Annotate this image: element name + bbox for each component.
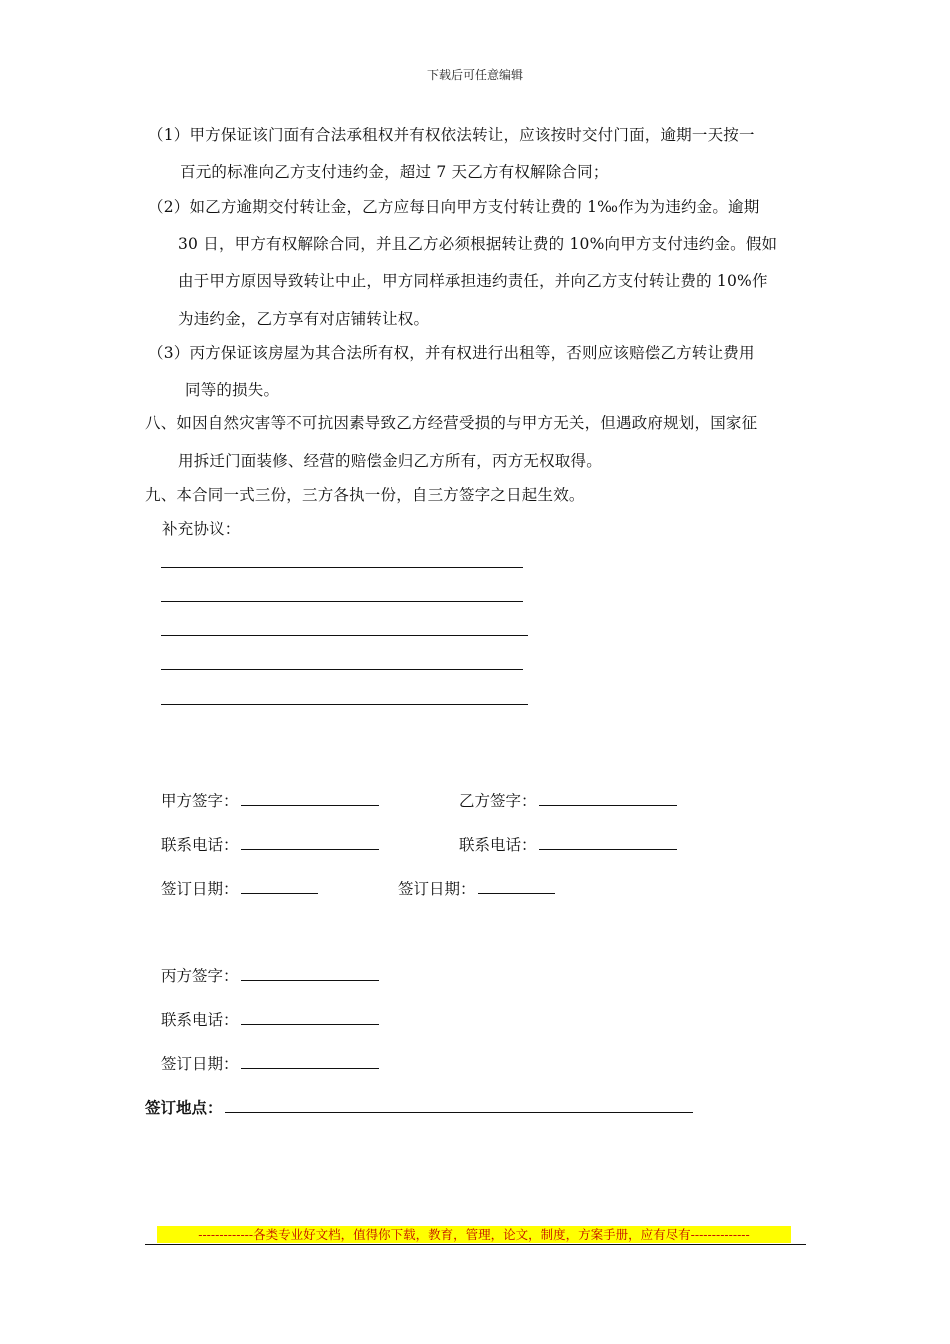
supplement-blank-line bbox=[161, 567, 523, 568]
clause-line: 八、如因自然灾害等不可抗因素导致乙方经营受损的与甲方无关，但遇政府规划，国家征 bbox=[145, 414, 758, 432]
footer-divider bbox=[145, 1244, 806, 1245]
clause-line: 同等的损失。 bbox=[185, 381, 280, 399]
footer-banner: -------------各类专业好文档，值得你下载，教育，管理，论文，制度，方案手册，应有尽有-------------- bbox=[157, 1226, 791, 1243]
party-a-sign-blank bbox=[241, 790, 379, 806]
party-c-phone-label: 联系电话： bbox=[161, 1011, 239, 1029]
party-c-phone bbox=[161, 1009, 379, 1030]
party-c-date-label: 签订日期： bbox=[161, 1055, 239, 1073]
clause-line: 用拆迁门面装修、经营的赔偿金归乙方所有，丙方无权取得。 bbox=[178, 452, 602, 470]
party-c-sign-label: 丙方签字： bbox=[161, 967, 239, 985]
party-a-date-blank bbox=[241, 878, 318, 894]
clause-line: （3）丙方保证该房屋为其合法所有权，并有权进行出租等，否则应该赔偿乙方转让费用 bbox=[148, 344, 755, 362]
supplement-blank-line bbox=[161, 669, 523, 670]
party-b-sign-label: 乙方签字： bbox=[459, 792, 537, 810]
party-a-date-label: 签订日期： bbox=[161, 880, 239, 898]
clause-line: （2）如乙方逾期交付转让金，乙方应每日向甲方支付转让费的 1‰作为为违约金。逾期 bbox=[148, 198, 760, 216]
party-b-phone-label: 联系电话： bbox=[459, 836, 537, 854]
supplement-blank-line bbox=[161, 635, 528, 636]
party-a-phone-blank bbox=[241, 834, 379, 850]
party-b-phone-blank bbox=[539, 834, 677, 850]
supplement-blank-line bbox=[161, 704, 528, 705]
party-a-date bbox=[161, 878, 318, 899]
supplementary-label: 补充协议： bbox=[162, 520, 241, 538]
signing-place-blank bbox=[225, 1096, 693, 1113]
clause-line: 30 日，甲方有权解除合同，并且乙方必须根据转让费的 10%向甲方支付违约金。假如 bbox=[178, 235, 778, 253]
party-c-date-blank bbox=[241, 1053, 379, 1069]
clause-line: 九、本合同一式三份，三方各执一份，自三方签字之日起生效。 bbox=[145, 486, 585, 504]
party-b-date-blank bbox=[478, 878, 555, 894]
clause-line: 百元的标准向乙方支付违约金，超过 7 天乙方有权解除合同； bbox=[180, 163, 609, 181]
party-c-sign-blank bbox=[241, 965, 379, 981]
party-a-signature bbox=[161, 790, 379, 811]
party-b-date bbox=[398, 878, 555, 899]
clause-line: 由于甲方原因导致转让中止，甲方同样承担违约责任，并向乙方支付转让费的 10%作 bbox=[178, 272, 768, 290]
supplement-blank-line bbox=[161, 601, 523, 602]
party-c-date bbox=[161, 1053, 379, 1074]
party-c-phone-blank bbox=[241, 1009, 379, 1025]
party-b-phone bbox=[459, 834, 677, 855]
party-a-sign-label: 甲方签字： bbox=[161, 792, 239, 810]
clause-line: 为违约金，乙方享有对店铺转让权。 bbox=[178, 310, 430, 328]
party-a-phone bbox=[161, 834, 379, 855]
party-a-phone-label: 联系电话： bbox=[161, 836, 239, 854]
party-b-date-label: 签订日期： bbox=[398, 880, 476, 898]
signing-place-label: 签订地点： bbox=[145, 1099, 223, 1117]
party-b-sign-blank bbox=[539, 790, 677, 806]
party-c-signature bbox=[161, 965, 379, 986]
signing-place bbox=[145, 1096, 693, 1118]
clause-line: （1）甲方保证该门面有合法承租权并有权依法转让，应该按时交付门面，逾期一天按一 bbox=[148, 126, 755, 144]
party-b-signature bbox=[459, 790, 677, 811]
header-note: 下载后可任意编辑 bbox=[426, 68, 523, 82]
